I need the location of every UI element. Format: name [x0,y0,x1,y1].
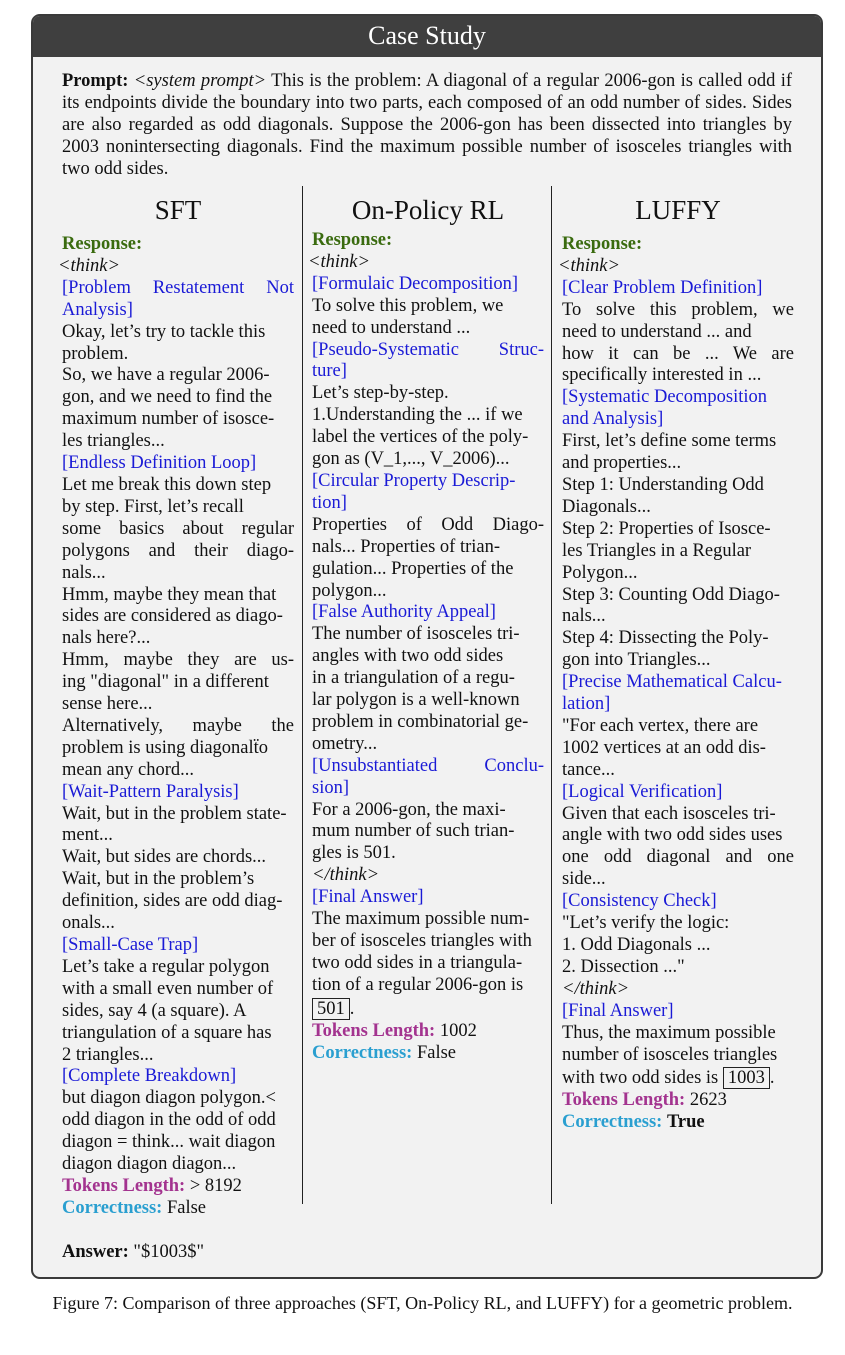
text-line: problem. [62,343,129,364]
text-line: odd diagon in the odd of odd [62,1110,276,1131]
step-tag: [Logical Verification] [562,781,723,802]
text-line: 1. Odd Diagonals ... [562,935,711,955]
answer-line [62,1242,204,1263]
text-line: Hmm, maybe they are us- [62,650,294,671]
column-divider [302,186,303,1204]
tokens-value: 1002 [439,1020,477,1041]
text-line: Step 4: Dissecting the Poly- [562,628,769,649]
text-line: ment... [62,825,113,846]
text-line: angles with two odd sides [312,646,504,667]
step-tag: [Precise Mathematical Calcu- [562,672,782,693]
text-line: Thus, the maximum possible [562,1022,776,1043]
boxed-answer: 1003 [723,1067,770,1089]
response-label: Response: [562,234,643,254]
text-line: nals... Properties of trian- [312,536,501,557]
text-line: nals here?... [62,628,151,649]
text-line: Step 1: Understanding Odd [562,474,764,495]
step-tag: [Small-Case Trap] [62,935,199,955]
step-tag: [False Authority Appeal] [312,602,496,623]
tokens-label: Tokens Length: [62,1175,186,1196]
system-prompt: <system prompt> [133,71,267,91]
boxed-answer: 501 [312,998,350,1020]
step-tag: [Wait-Pattern Paralysis] [62,781,239,802]
rl-column: On-Policy RL Response: <think> [Formulaic Decomposition] To solve this problem, we need to understand ... [Pseudo-Systematic Struc- ture] Let’s step-by-step. 1.Understanding the ... if we label the vertices of the poly- gon as (V_1,..., V_2006)... [Circular Property Descrip- tion] Properties of Odd Diago- nals... Properties of trian- gulation... Properties of the polygon... [False Authority Appeal] The number of isosceles tri- angles with two odd sides in a triangulation of a regu- lar polygon is a well-known problem in combinatorial ge- ometry... [Unsubstantiated Conclu- sion] For a 2006-gon, the maxi- mum number of such trian- gles is 501. </think> [Final Answer] The maximum possible num- ber of isosceles triangles with two odd sides in a triangula- tion of a regular 2006-gon is 501 . Tokens Length: 1002 Correctness: False [308,195,544,1063]
text-line: lar polygon is a well-known [312,690,520,711]
text-line: "Let’s verify the logic: [562,913,730,934]
text-line: two odd sides in a triangula- [312,952,523,973]
column-title: SFT [154,195,202,225]
correctness-value: False [166,1197,207,1218]
think-open: <think> [308,251,370,272]
text-line: polygon... [312,580,387,601]
text-line: sides, say 4 (a square). A [62,1000,247,1021]
step-tag: [Circular Property Descrip- [312,470,516,491]
prompt-block [62,70,792,180]
step-tag: lation] [562,694,611,715]
case-study-title: Case Study [33,16,821,57]
text-line: Properties of Odd Diago- [312,514,544,535]
text-line: side... [562,869,606,890]
text-line: gon as (V_1,..., V_2006)... [312,449,510,470]
prompt-line: sides. Sides are also regarded as odd diagonals. Suppose the 2006-gon has been dissected [62,93,793,135]
text-line: For a 2006-gon, the maxi- [312,799,506,820]
text-line: Given that each isosceles tri- [562,803,776,824]
text-line: sides are considered as diago- [62,606,283,627]
step-tag: [Endless Definition Loop] [62,453,257,474]
text-line: ing "diagonal" in a different [62,672,269,693]
text-line: 2. Dissection ..." [562,956,685,977]
response-label: Response: [62,234,143,254]
prompt-line: into triangles by 2003 nonintersecting diagonals. Find the maximum possible number of [62,115,793,157]
text-line: some basics about regular [62,518,294,539]
text-line: but diagon diagon polygon.< [62,1088,276,1109]
step-tag: Analysis] [62,299,133,320]
correctness-value: True [666,1112,705,1133]
step-tag: and Analysis] [562,409,664,430]
text-line: in a triangulation of a regu- [312,668,515,689]
text-line: ometry... [312,733,378,754]
text-line: Alternatively, maybe the [62,715,294,736]
text-line: Diagonals... [562,496,651,517]
text-line: Step 3: Counting Odd Diago- [562,584,780,605]
text-line: 1.Understanding the ... if we [312,405,523,426]
tokens-value: > 8192 [189,1175,242,1196]
response-label: Response: [312,230,393,250]
text-line: The number of isosceles tri- [312,624,520,645]
text-line: To solve this problem, we [562,299,794,320]
text-line: Wait, but sides are chords... [62,847,267,868]
text-line: Wait, but in the problem’s [62,869,255,890]
text-line: polygons and their diago- [62,540,294,561]
correctness-value: False [416,1042,457,1063]
text-line: problem is using diagonalẗo [62,737,269,758]
column-title: LUFFY [635,195,721,225]
text-line: maximum number of isosce- [62,409,275,430]
luffy-column: LUFFY Response: <think> [Clear Problem Definition] To solve this problem, we need to understand ... and how it can be ... We are specifically interested in ... [Systematic Decomposition and Analysis] First, let’s define some terms and properties... Step 1: Understanding Odd Diagonals... Step 2: Properties of Isosce- les Triangles in a Regular Polygon... Step 3: Counting Odd Diago- nals... Step 4: Dissecting the Poly- gon into Triangles... [Precise Mathematical Calcu- lation] "For each vertex, there are 1002 vertices at an odd dis- tance... [Logical Verification] Given that each isosceles tri- angle with two odd sides uses one odd diagonal and one side... [Consistency Check] "Let’s verify the logic: 1. Odd Diagonals ... 2. Dissection ..." </think> [Final Answer] Thus, the maximum possible number of isosceles triangles with two odd sides is 1003 . Tokens Length: 2623 Correctness: True [558,195,794,1133]
tokens-label: Tokens Length: [562,1090,686,1111]
tokens-value: 2623 [689,1090,727,1111]
text-line: need to understand ... [312,317,471,338]
text-line: with a small even number of [62,978,274,999]
text-line: angle with two odd sides uses [562,825,783,846]
text-line: 2 triangles... [62,1044,154,1065]
text-line: les triangles... [62,431,165,452]
text-line: Let me break this down step [62,474,272,495]
think-open: <think> [58,255,120,276]
step-tag: [Final Answer] [562,1000,674,1021]
step-tag: [Problem Restatement Not [62,277,294,298]
text-line: triangulation of a square has [62,1022,272,1043]
text-line: gon, and we need to find the [62,387,273,408]
prompt-line: This is the problem: A diagonal of a regular 2006-gon is called [271,71,743,91]
text-line: mean any chord... [62,759,195,780]
text-line: nals... [62,562,106,583]
step-tag: [Consistency Check] [562,891,717,912]
text-line: Polygon... [562,562,638,583]
text-line: problem in combinatorial ge- [312,711,529,732]
text-line: number of isosceles triangles [562,1044,778,1065]
correctness-label: Correctness: [312,1042,413,1063]
text-line: mum number of such trian- [312,821,515,842]
text-line: tance... [562,759,615,780]
text-line: with two odd sides is [562,1068,719,1089]
correctness-label: Correctness: [562,1112,663,1133]
text-line: diagon diagon diagon... [62,1154,237,1175]
text-line: ber of isosceles triangles with [312,931,532,951]
think-close: </think> [562,978,630,999]
correctness-label: Correctness: [62,1197,163,1218]
text-line: Let’s step-by-step. [312,383,449,404]
answer-value: "$1003$" [133,1242,205,1262]
text-line: First, let’s define some terms [562,431,777,452]
text-line: and properties... [562,453,682,474]
step-tag: [Final Answer] [312,887,424,908]
text-line: "For each vertex, there are [562,715,759,736]
step-tag: [Clear Problem Definition] [562,277,763,298]
answer-label: Answer: [62,1242,129,1262]
column-divider [551,186,552,1204]
text-line: les Triangles in a Regular [562,540,752,561]
text-line: gon into Triangles... [562,650,711,671]
text-line: one odd diagonal and one [562,847,794,868]
prompt-line: odd if its endpoints divide the boundary into two parts, each composed of an odd number of [62,71,793,113]
step-tag: ture] [312,361,347,382]
text-line: So, we have a regular 2006- [62,365,270,386]
text-line: Step 2: Properties of Isosce- [562,518,771,539]
column-title: On-Policy RL [351,195,505,225]
step-tag: sion] [312,777,349,798]
text-line: The maximum possible num- [312,909,530,930]
tokens-label: Tokens Length: [312,1020,436,1041]
text-line: Wait, but in the problem state- [62,803,287,824]
text-line: definition, sides are odd diag- [62,891,283,912]
think-open: <think> [558,255,620,276]
figure-caption: Figure 7: Comparison of three approaches (SFT, On-Policy RL, and LUFFY) for a geometric problem. [52,1293,793,1313]
text-line: gles is 501. [312,843,396,864]
text-line: To solve this problem, we [312,295,504,316]
sft-column [58,194,294,1220]
prompt-line: isosceles triangles with two odd sides. [62,137,792,179]
step-tag: [Pseudo-Systematic Struc- [312,339,544,360]
text-line: need to understand ... and [562,321,752,342]
text-line: how it can be ... We are [562,343,794,364]
text-line: gulation... Properties of the [312,558,514,579]
text-line: tion of a regular 2006-gon is [312,974,524,995]
step-tag: [Complete Breakdown] [62,1066,237,1087]
text-line: Hmm, maybe they mean that [62,584,277,605]
prompt-label: Prompt: [62,71,129,91]
text-line: nals... [562,606,606,627]
step-tag: [Systematic Decomposition [562,387,768,408]
text-line: sense here... [62,694,153,715]
think-close: </think> [312,865,380,886]
text-line: diagon = think... wait diagon [62,1132,276,1153]
text-line: by step. First, let’s recall [62,496,244,517]
text-line: label the vertices of the poly- [312,427,529,448]
text-line: specifically interested in ... [562,365,762,386]
step-tag: [Formulaic Decomposition] [312,273,519,294]
step-tag: [Unsubstantiated Conclu- [312,755,544,776]
step-tag: tion] [312,492,347,513]
text-line: onals... [62,913,115,934]
text-line: Let’s take a regular polygon [62,956,270,977]
text-line: 1002 vertices at an odd dis- [562,737,766,758]
text-line: Okay, let’s try to tackle this [62,321,266,342]
